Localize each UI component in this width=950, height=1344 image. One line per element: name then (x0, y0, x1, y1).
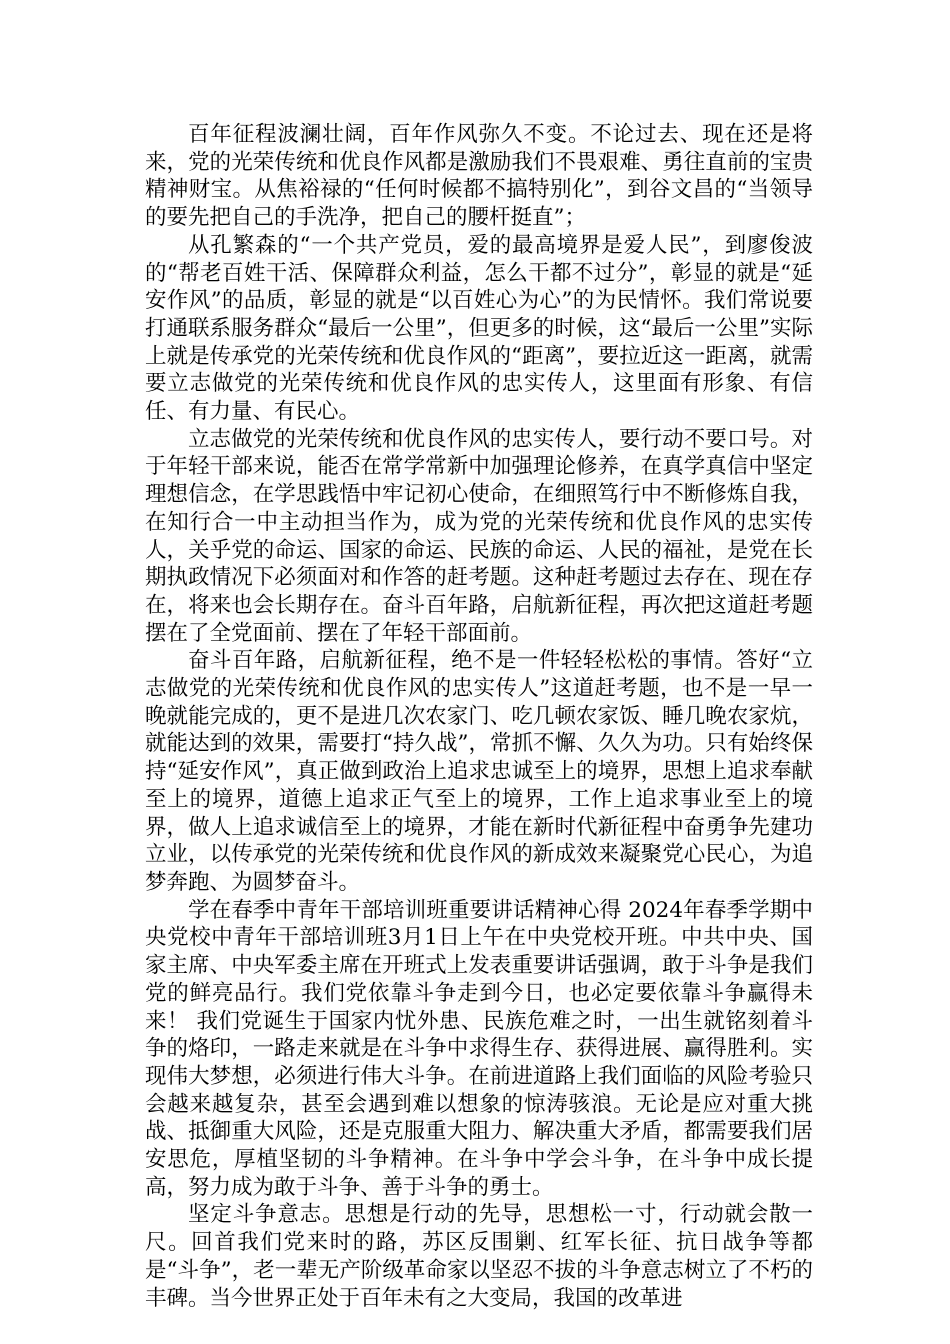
paragraph-2: 从孔繁森的“一个共产党员，爱的最高境界是爱人民”，到廖俊波的“帮老百姓干活、保障群众利益，怎么干都不过分”，彰显的就是“延安作风”的品质，彰显的就是“以百姓心为心”的为民情怀。我们常说要打通联系服务群众“最后一公里”，但更多的时候，这“最后一公里”实际上就是传承党的光荣传统和优良作风的“距离”，要拉近这一距离，就需要立志做党的光荣传统和优良作风的忠实传人，这里面有形象、有信任、有力量、有民心。 (145, 232, 813, 425)
paragraph-6: 坚定斗争意志。思想是行动的先导，思想松一寸，行动就会散一尺。回首我们党来时的路，苏区反围剿、红军长征、抗日战争等都是“斗争”，老一辈无产阶级革命家以坚忍不拔的斗争意志树立了不朽的丰碑。当今世界正处于百年未有之大变局，我国的改革进 (145, 1202, 813, 1311)
paragraph-3: 立志做党的光荣传统和优良作风的忠实传人，要行动不要口号。对于年轻干部来说，能否在常学常新中加强理论修养，在真学真信中坚定理想信念，在学思践悟中牢记初心使命，在细照笃行中不断修炼自我，在知行合一中主动担当作为，成为党的光荣传统和优良作风的忠实传人，关乎党的命运、国家的命运、民族的命运、人民的福祉，是党在长期执政情况下必须面对和作答的赶考题。这种赶考题过去存在、现在存在，将来也会长期存在。奋斗百年路，启航新征程，再次把这道赶考题摆在了全党面前、摆在了年轻干部面前。 (145, 426, 813, 646)
paragraph-4: 奋斗百年路，启航新征程，绝不是一件轻轻松松的事情。答好“立志做党的光荣传统和优良作风的忠实传人”这道赶考题，也不是一早一晚就能完成的，更不是进几次农家门、吃几顿农家饭、睡几晚农家炕，就能达到的效果，需要打“持久战”，常抓不懈、久久为功。只有始终保持“延安作风”，真正做到政治上追求忠诚至上的境界，思想上追求奉献至上的境界，道德上追求正气至上的境界，工作上追求事业至上的境界，做人上追求诚信至上的境界，才能在新时代新征程中奋勇争先建功立业，以传承党的光荣传统和优良作风的新成效来凝聚党心民心，为追梦奔跑、为圆梦奋斗。 (145, 648, 813, 895)
paragraph-1: 百年征程波澜壮阔，百年作风弥久不变。不论过去、现在还是将来，党的光荣传统和优良作风都是激励我们不畏艰难、勇往直前的宝贵精神财宝。从焦裕禄的“任何时候都不搞特别化”，到谷文昌的“当领导的要先把自己的手洗净，把自己的腰杆挺直”； (145, 122, 813, 231)
document-page (145, 121, 813, 1312)
paragraph-5: 学在春季中青年干部培训班重要讲话精神心得 2024年春季学期中央党校中青年干部培训班3月1日上午在中央党校开班。中共中央、国家主席、中央军委主席在开班式上发表重要讲话强调，敢于斗争是我们党的鲜亮品行。我们党依靠斗争走到今日，也必定要依靠斗争赢得未来！ 我们党诞生于国家内忧外患、民族危难之时，一出生就铭刻着斗争的烙印，一路走来就是在斗争中求得生存、获得进展、赢得胜利。实现伟大梦想，必须进行伟大斗争。在前进道路上我们面临的风险考验只会越来越复杂，甚至会遇到难以想象的惊涛骇浪。无论是应对重大挑战、抵御重大风险，还是克服重大阻力、解决重大矛盾，都需要我们居安思危，厚植坚韧的斗争精神。在斗争中学会斗争，在斗争中成长提高，努力成为敢于斗争、善于斗争的勇士。 (145, 897, 813, 1200)
